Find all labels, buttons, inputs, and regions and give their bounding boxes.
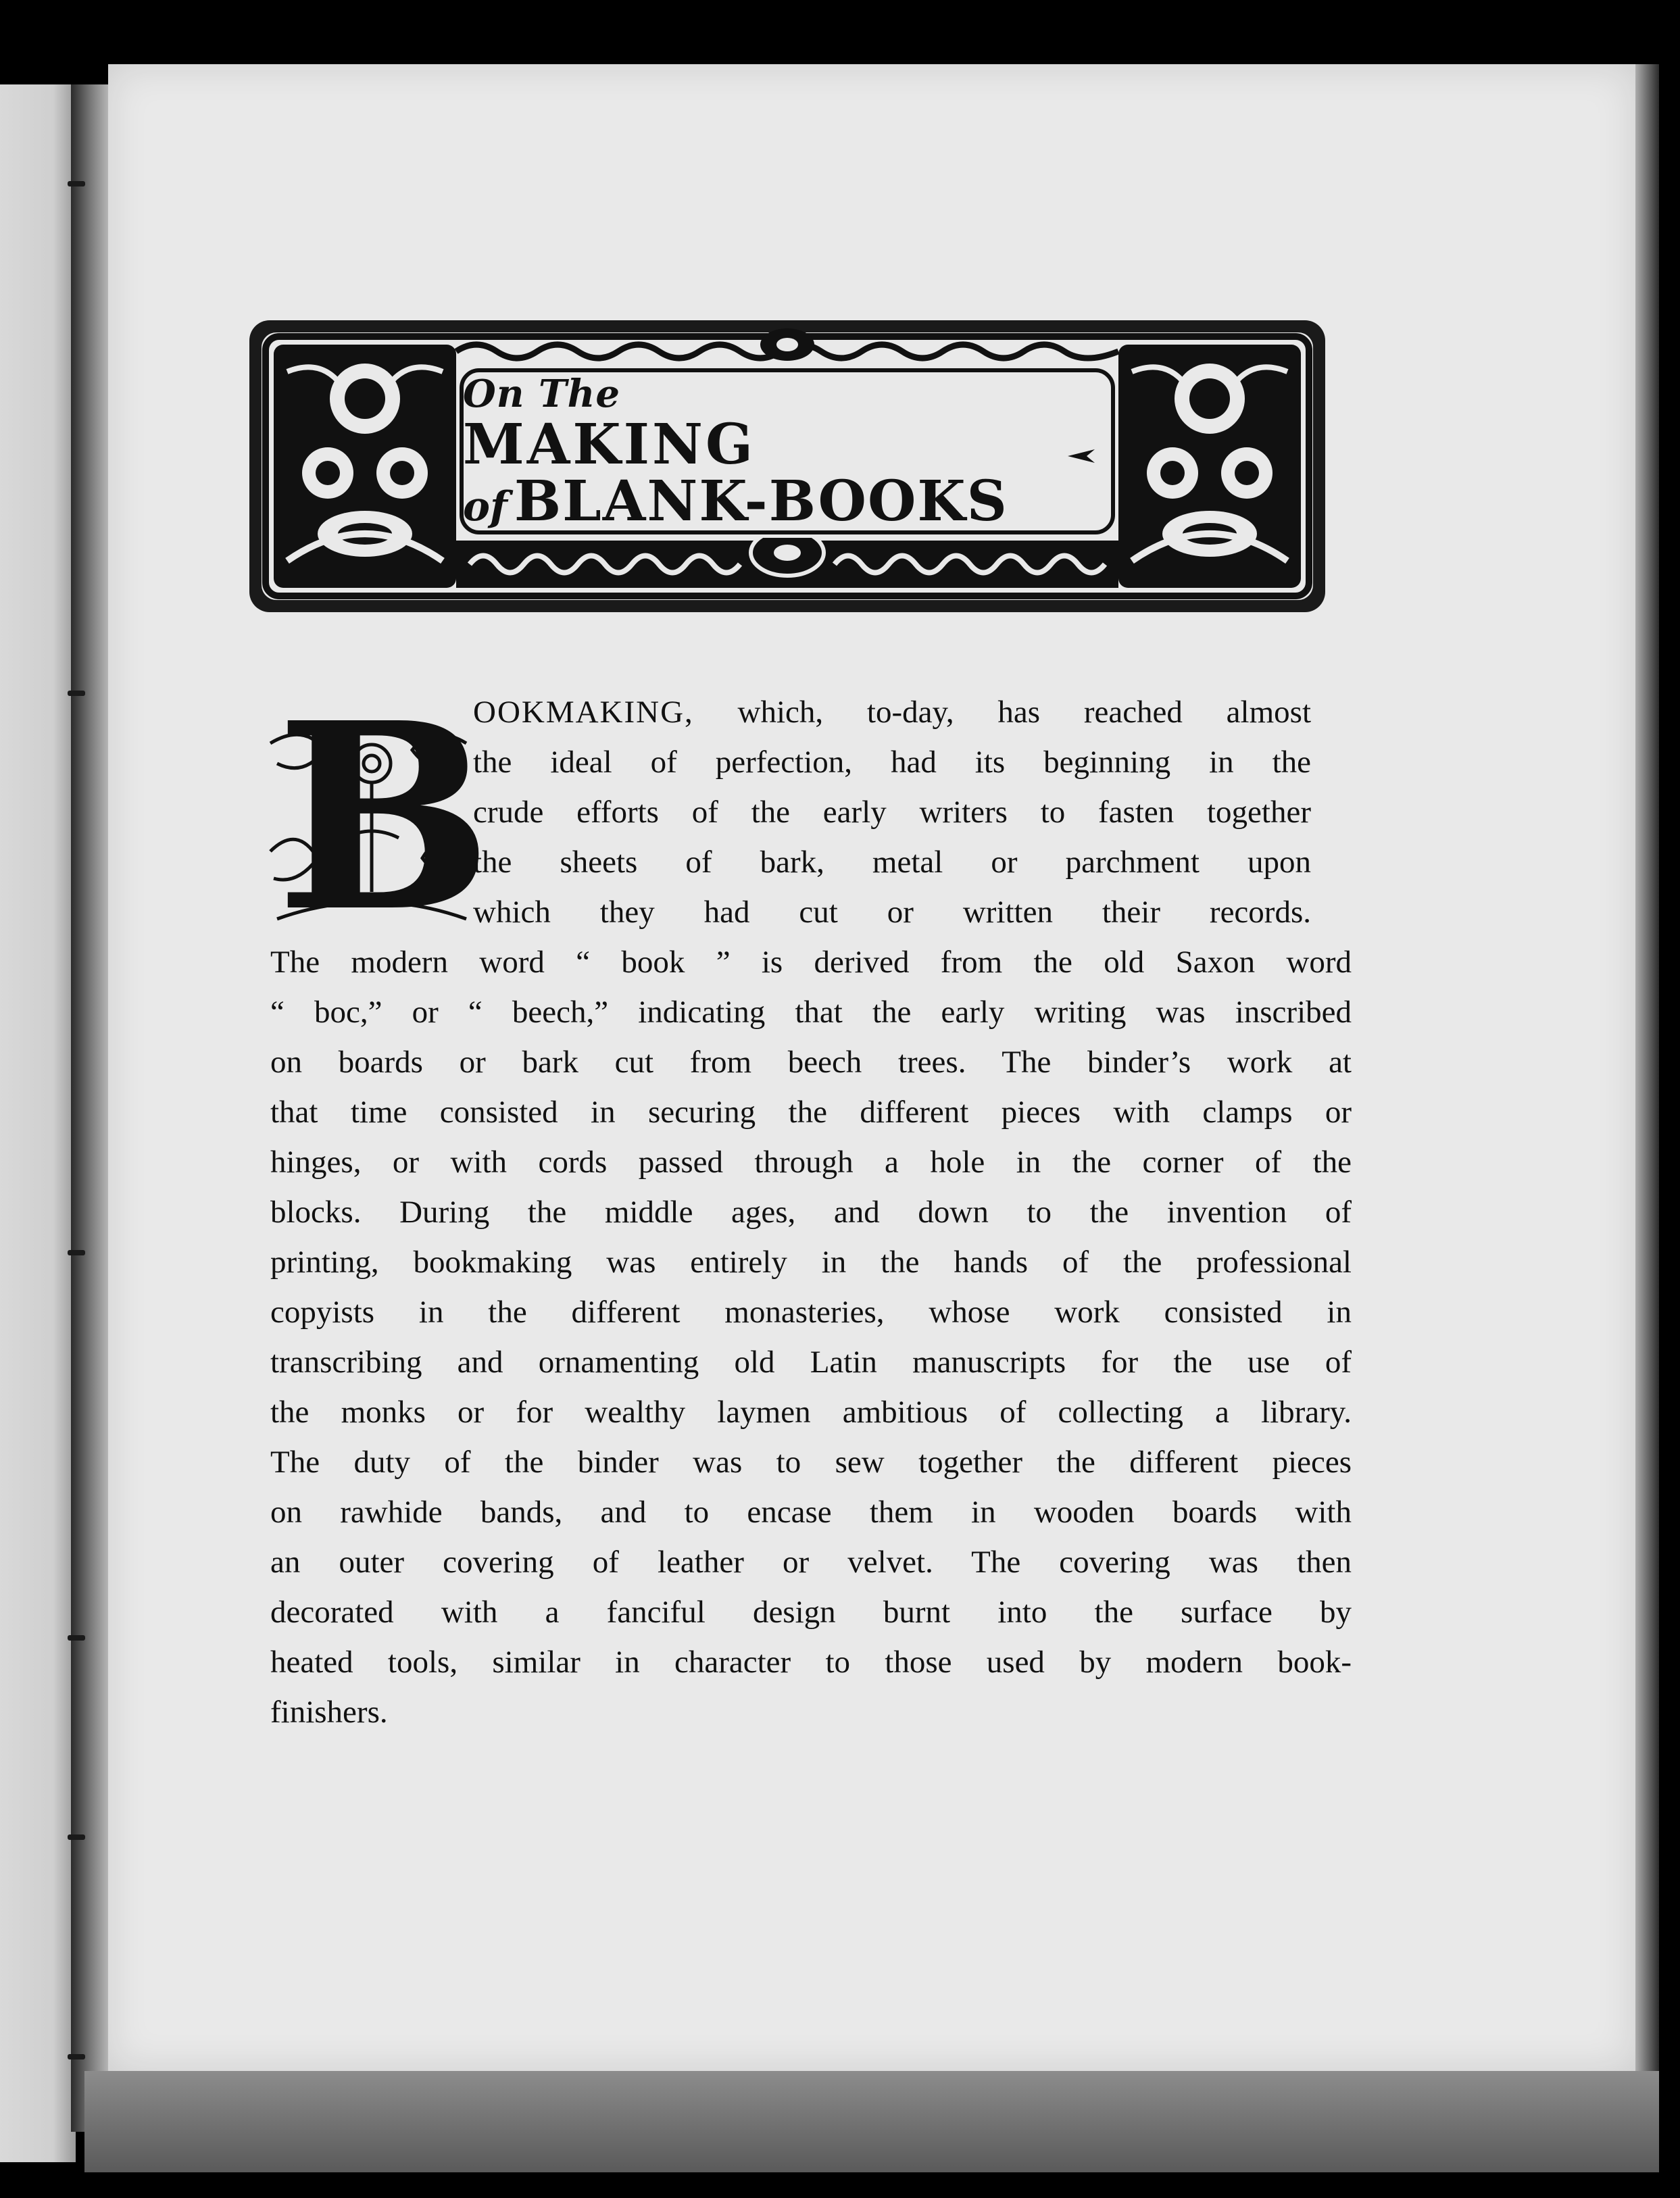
paragraph-line: the ideal of perfection, had its beginning in the [473,745,1311,780]
spine-stitch [68,1635,85,1641]
paragraph-line [473,687,1311,737]
spine-stitch [68,691,85,696]
paragraph-line-text: which, to-day, has reached almost [737,695,1311,730]
paragraph-line: “ boc,” or “ beech,” indicating that the early writing was inscribed [270,995,1352,1030]
spine-stitch [68,1250,85,1255]
paragraph-line: on rawhide bands, and to encase them in wooden boards with [270,1495,1352,1530]
paragraph-line: on boards or bark cut from beech trees. The binder’s work at [270,1045,1352,1080]
paragraph-line: decorated with a fanciful design burnt into the surface by [270,1595,1352,1630]
paragraph-line: which they had cut or written their records. [473,895,1311,930]
paragraph-line: blocks. During the middle ages, and down to the invention of [270,1195,1352,1230]
drop-cap-ornament [264,666,493,968]
paragraph-line: crude efforts of the early writers to fasten together [473,795,1311,830]
paragraph-line: the monks or for wealthy laymen ambitious of collecting a library. [270,1395,1352,1430]
headpiece-title [463,372,1139,534]
spine-stitch [68,181,85,186]
paragraph-line: heated tools, similar in character to those used by modern book- [270,1645,1352,1680]
paragraph-line: the sheets of bark, metal or parchment upon [473,845,1311,880]
left-page-edge [0,84,76,2162]
title-line-on-the: On The [463,372,621,416]
paragraph-indented-block [473,687,1311,937]
drop-cap-letter: B [276,666,493,968]
paragraph-full-block [270,937,1352,1737]
paragraph-line: printing, bookmaking was entirely in the hands of the professional [270,1245,1352,1280]
paragraph-line: finishers. [270,1695,388,1730]
paragraph-line: The duty of the binder was to sew together the different pieces [270,1445,1352,1480]
paragraph-line: copyists in the different monasteries, whose work consisted in [270,1295,1352,1330]
spine-stitch [68,1834,85,1840]
paragraph-line: that time consisted in securing the different pieces with clamps or [270,1095,1352,1130]
right-page-edge [1632,64,1659,2078]
title-word-of: of [463,483,508,530]
ornamental-headpiece [247,318,1328,615]
title-word-blank-books: BLANK-BOOKS [514,469,1008,534]
paragraph-line: hinges, or with cords passed through a hole in the corner of the [270,1145,1352,1180]
paragraph-line: an outer covering of leather or velvet. The covering was then [270,1545,1352,1580]
right-page [108,64,1635,2071]
title-line-blank-books [463,469,1139,534]
paragraph-line: The modern word “ book ” is derived from the old Saxon word [270,945,1352,980]
page-bottom-edge [84,2071,1659,2172]
opening-word: OOKMAKING, [473,695,694,730]
spine-stitch [68,2054,85,2059]
title-line-making: MAKING [463,412,756,477]
paragraph-line: transcribing and ornamenting old Latin manuscripts for the use of [270,1345,1352,1380]
